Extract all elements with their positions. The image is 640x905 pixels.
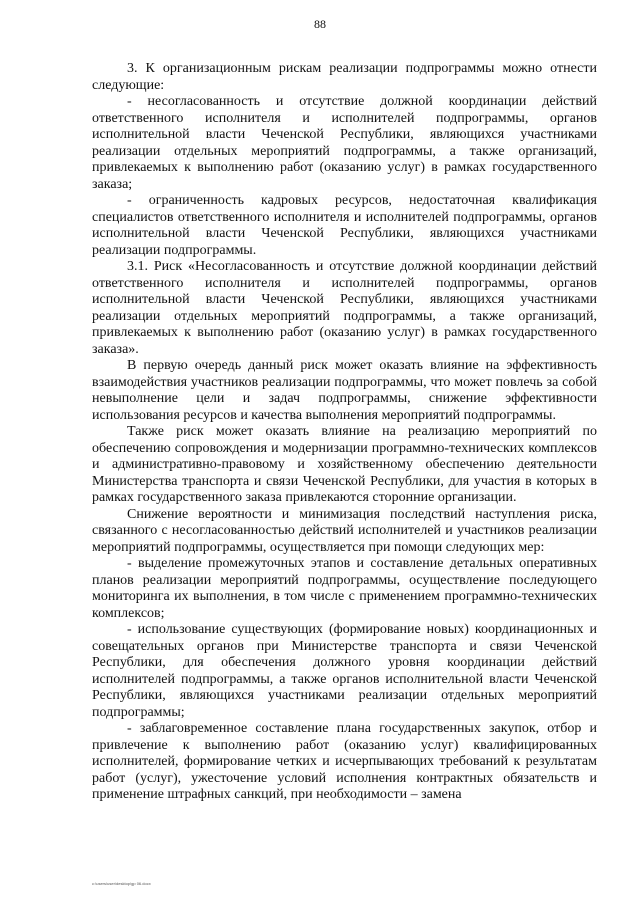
page-number: 88 <box>314 17 326 31</box>
document-body <box>92 61 597 804</box>
file-path-footer: c:\users\user\desktop\gp 06.docx <box>92 881 151 886</box>
paragraph-section-3-1: 3.1. Риск «Несогласованность и отсутствие должной координации действий ответственного исполнителя и исполнителей подпрограммы, органов исполнительной власти Чеченской Республики, являющихся участниками реализации отдельных мероприятий подпрограммы, а также организаций, привлекаемых к выполнению работ (оказанию услуг) в рамках государственного заказа». <box>92 259 597 357</box>
paragraph-risk-item-2: - ограниченность кадровых ресурсов, недостаточная квалификация специалистов ответственного исполнителя и исполнителей подпрограммы, органов исполнительной власти Чеченской Республики, являющихся участниками реализации подпрограммы. <box>92 193 597 258</box>
paragraph-mitigation-intro: Снижение вероятности и минимизация последствий наступления риска, связанного с несогласованностью действий исполнителей и участников реализации мероприятий подпрограммы, осуществляется при помощи следующих мер: <box>92 506 597 555</box>
paragraph-measure-3: - заблаговременное составление плана государственных закупок, отбор и привлечение к выполнению работ (оказанию услуг) квалифицированных исполнителей, формирование четких и исчерпывающих требований к результатам работ (услуг), ужесточение условий исполнения контрактных обязательств и применение штрафных санкций, при необходимости – замена <box>92 721 597 802</box>
paragraph-intro: 3. К организационным рискам реализации подпрограммы можно отнести следующие: <box>92 61 597 93</box>
paragraph-impact-also: Также риск может оказать влияние на реализацию мероприятий по обеспечению сопровождения и модернизации программно-технических комплексов и административно-правовому и хозяйственному обеспечению деятельности Министерства транспорта и связи Чеченской Республики, для участия в которых в рамках государственного заказа привлекаются сторонние организации. <box>92 424 597 505</box>
paragraph-risk-item-1: - несогласованность и отсутствие должной координации действий ответственного исполнителя и исполнителей подпрограммы, органов исполнительной власти Чеченской Республики, являющихся участниками реализации отдельных мероприятий подпрограммы, а также организаций, привлекаемых к выполнению работ (оказанию услуг) в рамках государственного заказа; <box>92 94 597 192</box>
paragraph-measure-2: - использование существующих (формирование новых) координационных и совещательных органов при Министерстве транспорта и связи Чеченской Республики, для обеспечения должного уровня координации действий исполнителей подпрограммы, а также органов исполнительной власти Чеченской Республики, являющихся участниками реализации отдельных мероприятий подпрограммы; <box>92 622 597 720</box>
paragraph-measure-1: - выделение промежуточных этапов и составление детальных оперативных планов реализации мероприятий подпрограммы, осуществление последующего мониторинга их выполнения, в том числе с применением программно-технических комплексов; <box>92 556 597 621</box>
paragraph-impact: В первую очередь данный риск может оказать влияние на эффективность взаимодействия участников реализации подпрограммы, что может повлечь за собой невыполнение цели и задач подпрограммы, снижение эффективности использования ресурсов и качества выполнения мероприятий подпрограммы. <box>92 358 597 423</box>
